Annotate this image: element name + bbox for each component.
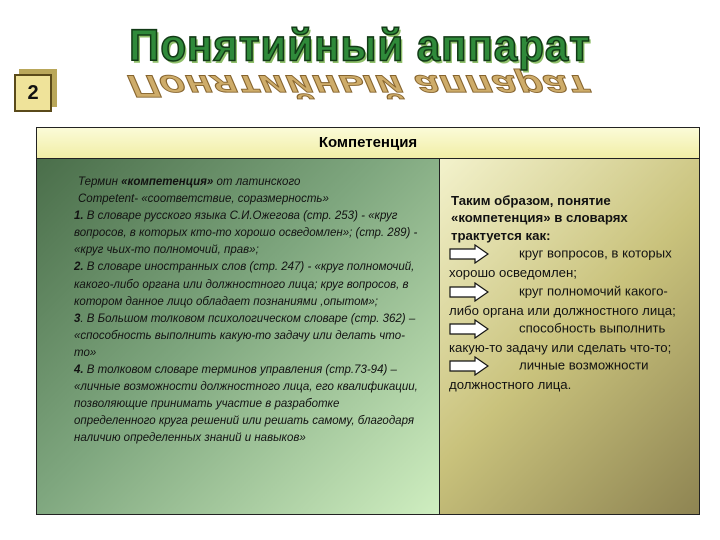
intro-suffix: от латинского bbox=[213, 176, 301, 188]
list-item-text: круг вопросов, в которых хорошо осведомлен; bbox=[449, 245, 672, 281]
title-reflection: Понятийный аппарат bbox=[121, 68, 599, 104]
title-wordart bbox=[0, 0, 720, 120]
list-item bbox=[449, 356, 689, 393]
intro-prefix: Термин bbox=[78, 176, 122, 188]
definition-2-number: 2. bbox=[74, 261, 84, 274]
definition-3-number: 3 bbox=[74, 312, 81, 325]
definition-1-number: 1. bbox=[74, 210, 84, 223]
table-header: Компетенция bbox=[37, 128, 699, 159]
definition-3-text: . В Большом толковом психологическом словаре (стр. 362) – «способность выполнить какую-то задачу или делать что-то» bbox=[74, 312, 416, 359]
definitions-cell bbox=[37, 159, 440, 514]
list-item-text: способность выполнить какую-то задачу или сделать что-то; bbox=[449, 320, 672, 356]
intro-line bbox=[74, 174, 424, 191]
list-item bbox=[449, 319, 689, 356]
right-arrow-icon bbox=[449, 244, 489, 264]
summary-cell bbox=[440, 159, 699, 514]
definition-4-number: 4. bbox=[74, 364, 84, 377]
definition-4-continued: позволяющие принимать участие в разработке определенного круга решений или решать самому, благодаря наличию определенных знаний и навыков» bbox=[74, 398, 414, 445]
slide-number-badge: 2 bbox=[14, 74, 52, 112]
term-label: «компетенция» bbox=[121, 176, 214, 188]
list-item bbox=[449, 244, 689, 281]
right-arrow-icon bbox=[449, 282, 489, 302]
list-item-text: круг полномочий какого-либо органа или должностного лица; bbox=[449, 283, 676, 318]
definition-4 bbox=[74, 362, 424, 396]
definitions-text bbox=[74, 174, 424, 448]
summary-text bbox=[449, 192, 689, 394]
latin-origin: Competent- «соответствие, соразмерность» bbox=[78, 193, 329, 206]
definition-3 bbox=[74, 311, 424, 362]
summary-lead: Таким образом, понятие «компетенция» в словарях трактуется как: bbox=[451, 193, 628, 243]
right-arrow-icon bbox=[449, 319, 489, 339]
list-item bbox=[449, 282, 689, 319]
list-item-text: личные возможности должностного лица. bbox=[449, 357, 649, 393]
definition-4-text: В толковом словаре терминов управления (стр.73-94) – «личные возможности должностного лица, его квалификации, bbox=[74, 364, 418, 394]
competence-table bbox=[36, 127, 700, 515]
definition-1 bbox=[74, 208, 424, 259]
definition-2-text: В словаре иностранных слов (стр. 247) - «круг полномочий, какого-либо органа или должностного лица; круг вопросов, в котором данное лицо обладает познаниями ,опытом»; bbox=[74, 261, 415, 308]
definition-1-text: В словаре русского языка С.И.Ожегова (стр. 253) - «круг вопросов, в которых кто-то хорошо осведомлен»; (стр. 289) - «круг чьих-то полномочий, прав»; bbox=[74, 210, 418, 257]
page-title: Понятийный аппарат bbox=[129, 20, 591, 71]
right-arrow-icon bbox=[449, 356, 489, 376]
definition-2 bbox=[74, 259, 424, 310]
